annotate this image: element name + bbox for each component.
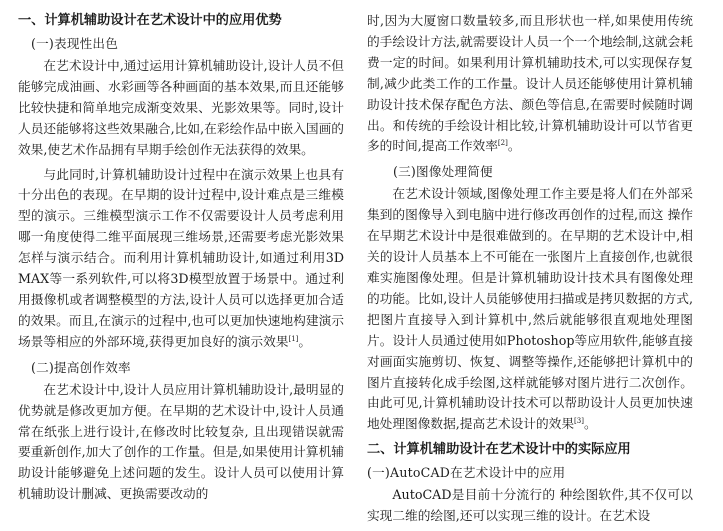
subsection-heading-3: (三)图像处理简便 bbox=[393, 164, 493, 180]
paragraph-text: 与此同时,计算机辅助设计过程中在演示效果上也具有十分出色的表现。在早期的设计过程中,设计难点是三维模型的演示。三维模型演示工作不仅需要设计人员考虑利用哪一角度使得二维平面展现三维场景,还需要考虑光影效果怎样与演示结合。而利用计算机辅助设计,如通过利用3D MAX等一系列软件,可以将3D模型放置于场景中。通过利用摄像机或者调整模型的方法,设计人员可以选择更加合适的效果。而且,在演示的过程中,也可以更加快速地构建演示场景等相应的外部环境,获得更加良好的演示效果 bbox=[18, 166, 344, 349]
paragraph: 在艺术设计中,通过运用计算机辅助设计,设计人员不但能够完成油画、水彩画等各种画面的基本效果,而且还能够比较快捷和简单地完成渐变效果、光影效果等。同时,设计人员还能够将这些效果融合,比如,在彩绘作品中嵌入国画的效果,使艺术作品拥有早期手绘创作无法获得的效果。 bbox=[18, 58, 344, 157]
paragraph: AutoCAD是目前十分流行的 种绘图软件,其不仅可以实现二维的绘图,还可以实现三维的设计。在艺术设 bbox=[367, 487, 693, 524]
paragraph-end: 。 bbox=[583, 416, 597, 432]
paragraph-end: 。 bbox=[298, 333, 312, 349]
right-column bbox=[367, 0, 693, 531]
paragraph-text: 时,因为大厦窗口数量较多,而且形状也一样,如果使用传统的手绘设计方法,就需要设计人员一个一个地绘制,这就会耗费一定的时间。如果利用计算机辅助技术,可以实现保存复制,减少此类工作的工作量。设计人员还能够使用计算机辅助设计技术保存配色方法、颜色等信息,在需要时候随时调出。和传统的手绘设计相比较,计算机辅助设计可以节省更多的时间,提高工作效率 bbox=[367, 13, 693, 154]
citation-ref: [1] bbox=[288, 334, 299, 343]
subsection-heading-2: (二)提高创作效率 bbox=[31, 359, 131, 375]
citation-ref: [3] bbox=[574, 417, 584, 426]
paragraph bbox=[18, 165, 344, 353]
paragraph-text: 在艺术设计领域,图像处理工作主要是将人们在外部采集到的图像导入到电脑中进行修改再创作的过程,而这 操作在早期艺术设计中是很难做到的。在早期的艺术设计中,相关的设计人员基本上不可能在一张图片上直接创作,也就很难实施图像处理。但是计算机辅助设计技术具有图像处理的功能。比如,设计人员能够使用扫描或是拷贝数据的方式,把图片直接导入到计算机中,然后就能够很直观地处理图片。设计人员通过使用如Photoshop等应用软件,能够直接对画面实施剪切、恢复、调整等操作,还能够把计算机中的图片直接转化成手绘图,这样就能够对图片进行二次创作。由此可见,计算机辅助设计技术可以帮助设计人员更加快速地处理图像数据,提高艺术设计的效果 bbox=[367, 186, 693, 432]
left-column bbox=[18, 0, 344, 509]
section-heading-2: 二、计算机辅助设计在艺术设计中的实际应用 bbox=[367, 442, 631, 458]
paragraph: 在艺术设计中,设计人员应用计算机辅助设计,最明显的优势就是修改更加方便。在早期的艺术设计中,设计人员通常在纸张上进行设计,在修改时比较复杂, 且出现错误就需要重新创作,加大了创作的工作量。但是,如果使用计算机辅助设计能够避免上述问题的发生。设计人员可以使用计算机辅助设计删减、更换需要改动的 bbox=[18, 381, 344, 502]
subsection-heading-4: (一)AutoCAD在艺术设计中的应用 bbox=[367, 465, 566, 481]
citation-ref: [2] bbox=[497, 139, 508, 148]
paragraph bbox=[367, 184, 693, 435]
paragraph bbox=[367, 11, 693, 157]
section-heading-1: 一、计算机辅助设计在艺术设计中的应用优势 bbox=[18, 13, 282, 28]
paragraph-end: 。 bbox=[507, 138, 521, 154]
subsection-heading-1: (一)表现性出色 bbox=[31, 36, 118, 51]
